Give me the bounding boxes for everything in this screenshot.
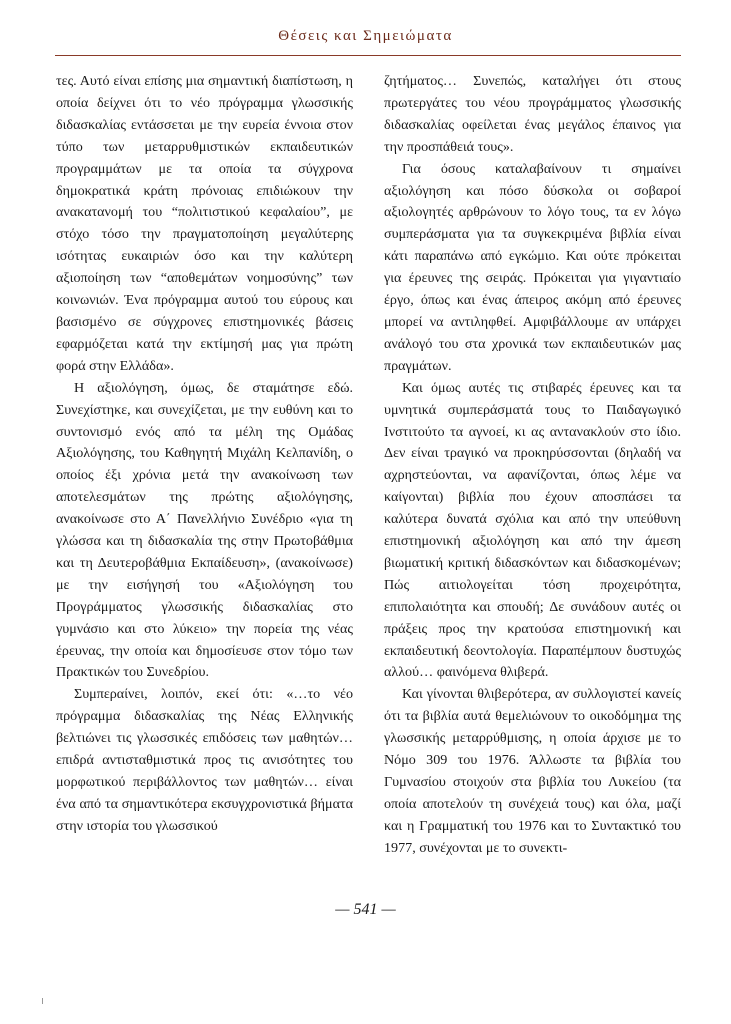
running-header: Θέσεις και Σημειώματα bbox=[278, 28, 453, 44]
right-column bbox=[384, 71, 681, 860]
left-column bbox=[56, 71, 353, 838]
paragraph: Και γίνονται θλιβερότερα, αν συλλογιστεί κανείς ότι τα βιβλία αυτά θεμελιώνουν το οικοδόμημα της γλωσσικής μεταρρύθμισης, η οποία άρχισε με το Νόμο 309 του 1976. Άλλωστε τα βιβλία του Γυμνασίου στοιχούν στα βιβλία του Λυκείου (τα οποία αποτελούν τη συνέχειά τους) και όλα, μαζί και η Γραμματική του 1976 και το Συντακτικό του 1977, συνέχονται με το συνεκτι- bbox=[384, 686, 681, 856]
paragraph: ζητήματος… Συνεπώς, καταλήγει ότι στους πρωτεργάτες του νέου προγράμματος γλωσσικής διδασκαλίας οφείλεται ένας μεγάλος έπαινος για την προσπάθειά τους». bbox=[384, 73, 681, 155]
paragraph: Συμπεραίνει, λοιπόν, εκεί ότι: «…το νέο πρόγραμμα διδασκαλίας της Νέας Ελληνικής βελτιώνει τις γλωσσικές επιδόσεις των μαθητών… επιδρά αντισταθμιστικά προς τις ανισότητες του μορφωτικού περιβάλλοντος των μαθητών… είναι ένα από τα σημαντικότερα εκσυγχρονιστικά βήματα στην ιστορία του γλωσσικού bbox=[56, 686, 353, 834]
paragraph: τες. Αυτό είναι επίσης μια σημαντική διαπίστωση, η οποία δείχνει ότι το νέο πρόγραμμα γλωσσικής διδασκαλίας εντάσσεται με την ευρεία έννοια στον τύπο των μεταρρυθμιστικών εκπαιδευτικών προγραμμάτων με τα οποία τα σύγχρονα δημοκρατικά κράτη πρόνοιας επιδιώκουν την ανακατανομή του “πολιτιστικού κεφαλαίου”, με στόχο τόσο την πραγματοποίηση μεγαλύτερης ισότητας ευκαιριών όσο και την καλύτερη αξιοποίηση των “αποθεμάτων νοημοσύνης” των κοινωνιών. Ένα πρόγραμμα αυτού του εύρους και βασισμένο σε σύγχρονες επιστημονικές βάσεις εφαρμόζεται κατά την εκτίμησή μας για πρώτη φορά στην Ελλάδα». bbox=[56, 73, 353, 374]
paragraph: Για όσους καταλαβαίνουν τι σημαίνει αξιολόγηση και πόσο δύσκολα οι σοβαροί αξιολογητές αρθρώνουν το λόγο τους, τα εν λόγω συμπεράσματα για τα συγκεκριμένα βιβλία είναι κάτι παραπάνω από εγκώμιο. Και ούτε πρόκειται για έρευνες της σειράς. Πρόκειται για γιγαντιαίο έργο, όπως και ένας άπειρος ακόμη από έρευνες μπορεί να αντιληφθεί. Αμφιβάλλουμε αν υπάρχει ανάλογό του στα χρονικά των εκπαιδευτικών μας πραγμάτων. bbox=[384, 160, 681, 374]
paragraph: Η αξιολόγηση, όμως, δε σταμάτησε εδώ. Συνεχίστηκε, και συνεχίζεται, με την ευθύνη και το συντονισμό ενός από τα μέλη της Ομάδας Αξιολόγησης, του Καθηγητή Μιχάλη Κελπανίδη, ο οποίος έξι χρόνια μετά την ανακοίνωση των αποτελεσμάτων της πρώτης αξιολόγησης, ανακοίνωσε στο Α΄ Πανελλήνιο Συνέδριο «για τη γλώσσα και τη διδασκαλία της στην Πρωτοβάθμια και τη Δευτεροβάθμια Εκπαίδευση», (ανακοίνωσε) με την εισήγησή του «Αξιολόγηση του Προγράμματος γλωσσικής διδασκαλίας στο γυμνάσιο και στο λύκειο» την πορεία της νέας έρευνας, την οποία και δημοσίευσε στον τόμο των Πρακτικών του Συνεδρίου. bbox=[56, 379, 353, 681]
paragraph: Και όμως αυτές τις στιβαρές έρευνες και τα υμνητικά συμπεράσματά τους το Παιδαγωγικό Ινστιτούτο τα αγνοεί, κι ας αντανακλούν στο ίδιο. Δεν είναι τραγικό να προκηρύσσονται (δηλαδή να αχρηστεύονται, να αφανίζονται, όπως λέμε να καίγονται) βιβλία που έχουν αποσπάσει τα καλύτερα δυνατά σχόλια και από την υπεύθυνη επιστημονική αξιολόγηση και από την άμεση βιωματική κριτική διδασκόντων και διδασκομένων; Πώς αιτιολογείται τόση προχειρότητα, επιπολαιότητα και σπουδή; Δε συνάδουν αυτές οι πράξεις προς την κρατούσα επιστημονική και εκπαιδευτική δεοντολογία. Παραπέμπουν δυστυχώς αλλού… φαινόμενα θλιβερά. bbox=[384, 379, 681, 681]
header-rule bbox=[55, 55, 681, 56]
page-number: — 541 — bbox=[335, 901, 396, 918]
scan-mark bbox=[42, 998, 43, 1004]
